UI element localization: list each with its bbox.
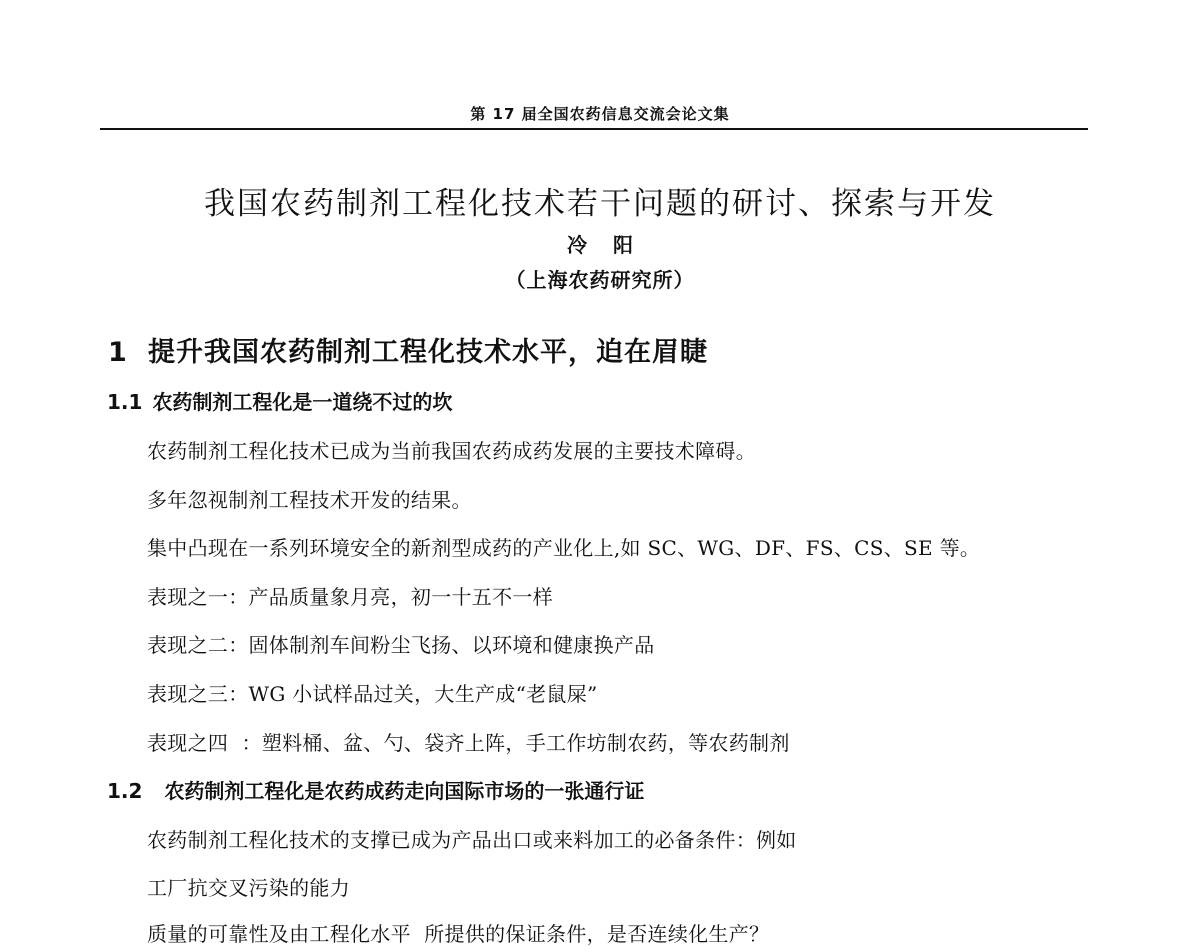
subsection-number: 1.1	[107, 390, 143, 414]
paragraph: 多年忽视制剂工程技术开发的结果。	[147, 488, 472, 512]
subsection-title: 农药制剂工程化是农药成药走向国际市场的一张通行证	[164, 779, 645, 803]
paragraph: 表现之二：固体制剂车间粉尘飞扬、以环境和健康换产品	[147, 633, 655, 657]
subsection-number: 1.2	[107, 779, 143, 803]
running-header: 第 17 届全国农药信息交流会论文集	[470, 105, 730, 123]
section-heading	[108, 330, 708, 369]
affiliation: （上海农药研究所）	[505, 268, 695, 292]
paper-title: 我国农药制剂工程化技术若干问题的研讨、探索与开发	[204, 186, 996, 222]
paragraph: 表现之四 ：塑料桶、盆、勺、袋齐上阵，手工作坊制农药，等农药制剂	[147, 731, 790, 755]
paragraph: 工厂抗交叉污染的能力	[147, 876, 350, 900]
paragraph: 农药制剂工程化技术的支撑已成为产品出口或来料加工的必备条件：例如	[147, 828, 797, 852]
author: 冷阳	[567, 233, 659, 257]
paragraph: 农药制剂工程化技术已成为当前我国农药成药发展的主要技术障碍。	[147, 439, 756, 463]
subsection-heading	[107, 775, 644, 804]
paragraph: 表现之一：产品质量象月亮，初一十五不一样	[147, 585, 553, 609]
paragraph: 表现之三：WG 小试样品过关，大生产成“老鼠屎”	[147, 682, 598, 706]
paragraph: 集中凸现在一系列环境安全的新剂型成药的产业化上,如 SC、WG、DF、FS、CS、SE 等。	[147, 536, 981, 560]
header-rule	[100, 128, 1088, 130]
section-title: 提升我国农药制剂工程化技术水平，迫在眉睫	[148, 337, 708, 368]
paragraph: 质量的可靠性及由工程化水平 所提供的保证条件，是否连续化生产？	[147, 922, 770, 946]
subsection-title: 农药制剂工程化是一道绕不过的坎	[152, 390, 453, 414]
section-number: 1	[108, 337, 128, 368]
subsection-heading	[107, 386, 452, 415]
